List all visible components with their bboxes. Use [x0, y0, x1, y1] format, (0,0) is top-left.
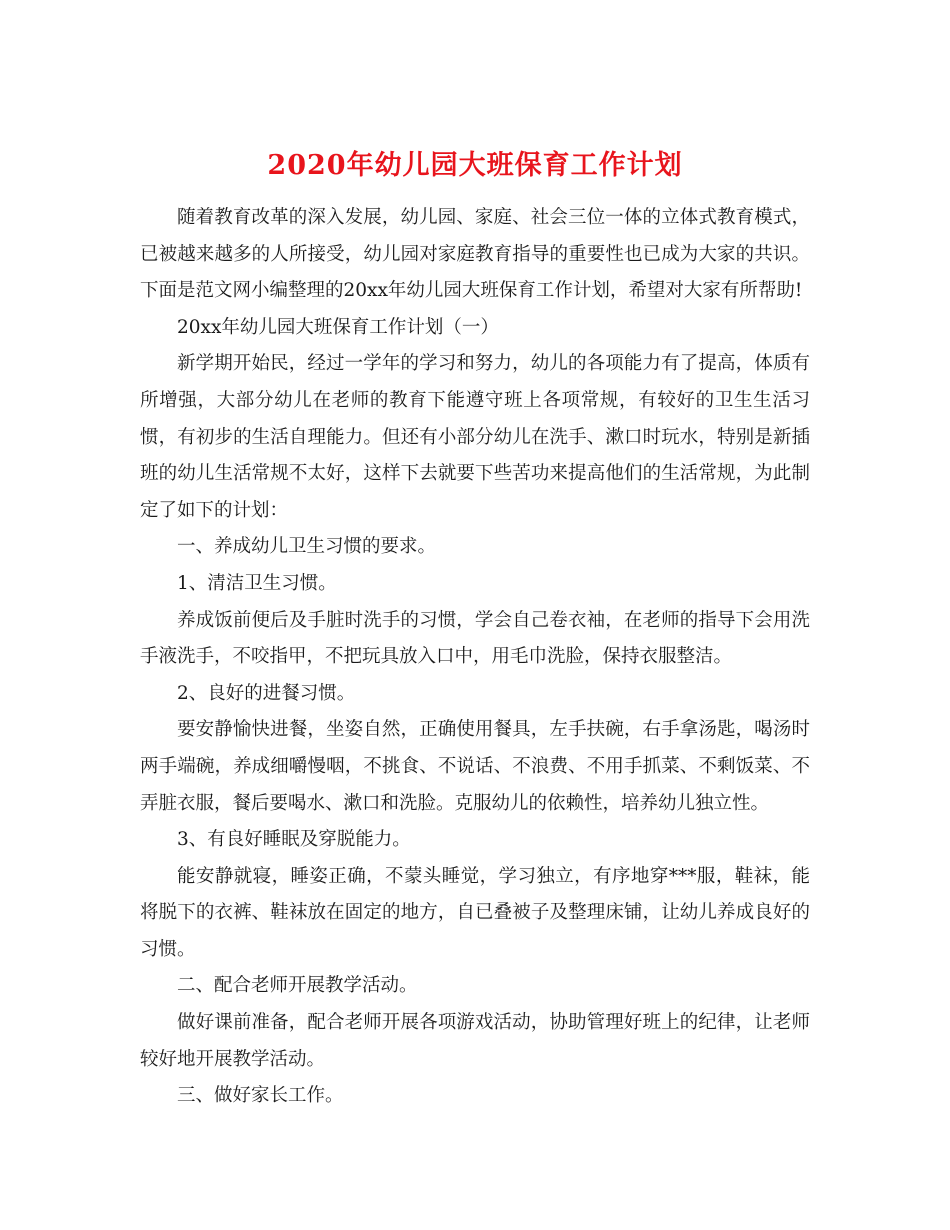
paragraph-overview: 新学期开始民，经过一学年的学习和努力，幼儿的各项能力有了提高，体质有所增强，大部分幼儿在老师的教育下能遵守班上各项常规，有较好的卫生生活习惯，有初步的生活自理能力。但还有小部分幼儿在洗手、漱口时玩水，特别是新插班的幼儿生活常规不太好，这样下去就要下些苦功来提高他们的生活常规，为此制定了如下的计划：	[140, 353, 810, 521]
paragraph-dining: 要安静愉快进餐，坐姿自然，正确使用餐具，左手扶碗，右手拿汤匙，喝汤时两手端碗，养成细嚼慢咽，不挑食、不说话、不浪费、不用手抓菜、不剩饭菜、不弄脏衣服，餐后要喝水、漱口和洗脸。克服幼儿的依赖性，培养幼儿独立性。	[140, 719, 810, 814]
section-heading-parents: 三、做好家长工作。	[177, 1085, 344, 1107]
paragraph-sleep: 能安静就寝，睡姿正确，不蒙头睡觉，学习独立，有序地穿***服，鞋袜，能将脱下的衣裤、鞋袜放在固定的地方，自已叠被子及整理床铺，让幼儿养成良好的习惯。	[140, 865, 810, 960]
document-title: 2020年幼儿园大班保育工作计划	[267, 150, 683, 182]
document-body	[140, 200, 810, 1115]
paragraph-cleanliness: 养成饭前便后及手脏时洗手的习惯，学会自己卷衣袖，在老师的指导下会用洗手液洗手，不咬指甲，不把玩具放入口中，用毛巾洗脸，保持衣服整洁。	[140, 609, 810, 668]
subheading-dining: 2、良好的进餐习惯。	[177, 682, 356, 704]
subheading-cleanliness: 1、清洁卫生习惯。	[177, 572, 337, 594]
section-heading-teaching: 二、配合老师开展教学活动。	[177, 975, 418, 997]
section-heading-hygiene: 一、养成幼儿卫生习惯的要求。	[177, 536, 437, 558]
paragraph-teaching: 做好课前准备，配合老师开展各项游戏活动，协助管理好班上的纪律，让老师较好地开展教学活动。	[140, 1012, 810, 1070]
subheading-sleep: 3、有良好睡眠及穿脱能力。	[177, 829, 411, 851]
section-heading-plan-one: 20xx年幼儿园大班保育工作计划（一）	[177, 316, 499, 338]
paragraph-intro: 随着教育改革的深入发展，幼儿园、家庭、社会三位一体的立体式教育模式，已被越来越多的人所接受，幼儿园对家庭教育指导的重要性也已成为大家的共识。下面是范文网小编整理的20xx年幼儿园大班保育工作计划，希望对大家有所帮助!	[140, 207, 810, 302]
